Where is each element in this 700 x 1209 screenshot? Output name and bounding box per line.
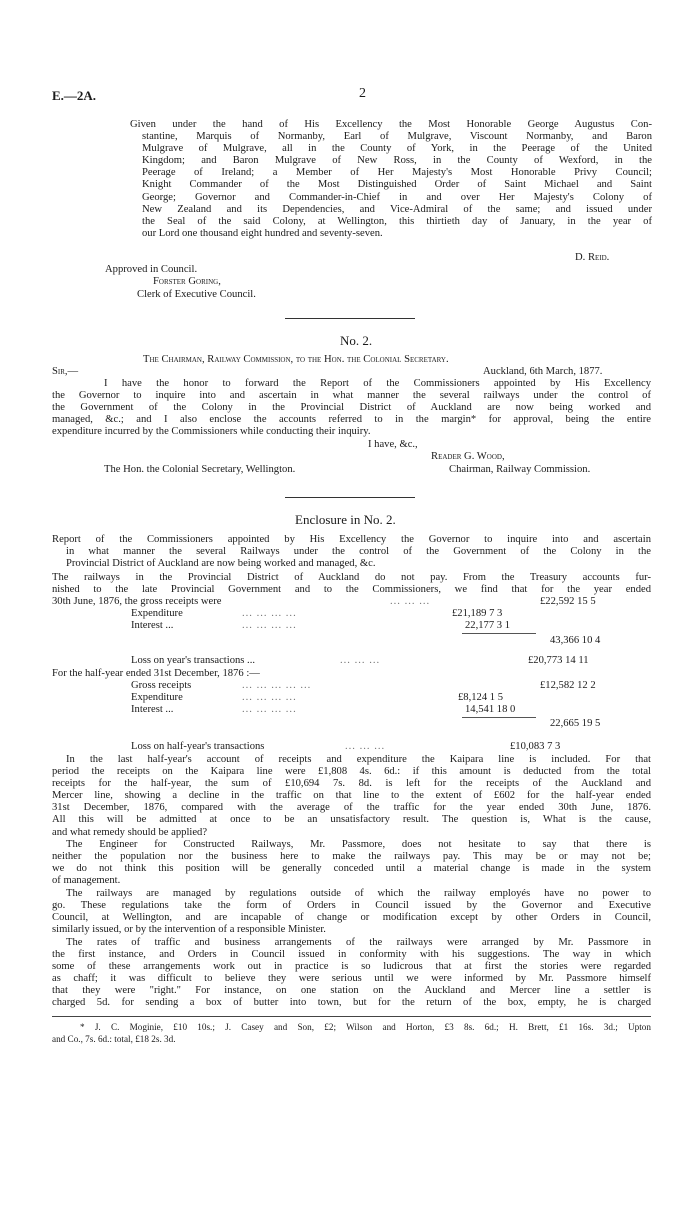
paragraph-regulations bbox=[52, 888, 651, 936]
paragraph-line: receipts for the half-year, the sum of £10,694 7s. 8d. is left for the receipts of the Auckland and bbox=[52, 778, 651, 790]
expenditure-label: Expenditure bbox=[131, 608, 183, 619]
letter-salutation: Sir,— bbox=[52, 366, 79, 377]
enclosure-intro bbox=[52, 534, 651, 570]
leader-dots: ... ... ... bbox=[340, 655, 381, 666]
proclamation-line: Mulgrave of Mulgrave, all in the County of York, in the Peerage of the United bbox=[142, 143, 652, 155]
interest-label: Interest ... bbox=[131, 704, 174, 715]
year-gross-receipts: £22,592 15 5 bbox=[540, 596, 596, 607]
letter-body-line: the Governor to inquire into and ascertain in what manner the several railways under the control of bbox=[52, 390, 651, 402]
proclamation-line: Kingdom; and Baron Mulgrave of New Ross, in the County of Wexford, in the bbox=[142, 155, 652, 167]
half-year-loss: £10,083 7 3 bbox=[510, 741, 561, 752]
paragraph-line: and what remedy should be applied? bbox=[52, 826, 208, 838]
letter-closing: I have, &c., bbox=[368, 439, 418, 450]
paragraph-line: nished to the late Provincial Government and to the Commissioners, we find that for the year ended bbox=[52, 584, 651, 596]
governor-signature: D. Reid. bbox=[575, 252, 610, 263]
document-code: E.—2A. bbox=[52, 88, 97, 103]
proclamation-line: Given under the hand of His Excellency the Most Honorable George Augustus Con- bbox=[130, 119, 652, 130]
clerk-name: Forster Goring, bbox=[153, 276, 221, 287]
letter-from-to: The Chairman, Railway Commission, to the Hon. the Colonial Secretary. bbox=[143, 354, 449, 365]
paragraph-line: The railways in the Provincial District of Auckland do not pay. From the Treasury accounts fur- bbox=[52, 572, 651, 583]
footnote-line: and Co., 7s. 6d.: total, £18 2s. 3d. bbox=[52, 1033, 176, 1044]
paragraph-line: that they were "right." For instance, on one station on the Auckland and Mercer line a settler is bbox=[52, 985, 651, 997]
enclosure-intro-line: in what manner the several Railways under the control of the Government of the Colony in the bbox=[66, 546, 651, 558]
year-loss-label: Loss on year's transactions ... bbox=[131, 655, 256, 666]
letter-addressee: The Hon. the Colonial Secretary, Wellington. bbox=[104, 464, 296, 475]
paragraph-line: The rates of traffic and business arrangements of the railways were arranged by Mr. Passmore in bbox=[66, 937, 651, 948]
expenditure-label: Expenditure bbox=[131, 692, 183, 703]
footnote bbox=[52, 1022, 651, 1045]
half-year-expenditure: £8,124 1 5 bbox=[458, 692, 504, 703]
leader-dots: ... ... ... bbox=[345, 741, 386, 752]
paragraph-line: The railways are managed by regulations outside of which the railway employés have no power to bbox=[66, 888, 651, 899]
letter-heading: No. 2. bbox=[340, 333, 373, 348]
paragraph-line: charged 5d. for sending a box of butter into town, but for the return of the box, empty, he is charged bbox=[52, 997, 651, 1009]
footnote-line: * J. C. Moginie, £10 10s.; J. Casey and Son, £2; Wilson and Horton, £3 8s. 6d.; H. Brett, £1 16s. 3d.; Upton bbox=[80, 1022, 651, 1032]
paragraph-line: period the receipts on the Kaipara line were £1,808 4s. 6d.: if this amount is deducted from the total bbox=[52, 766, 651, 778]
year-expenditure: £21,189 7 3 bbox=[452, 608, 503, 619]
paragraph-line: as chaff; it was difficult to believe they were serious until we were informed by Mr. Passmore himself bbox=[52, 973, 651, 985]
paragraph-line: similarly issued, or by the intervention of a responsible Minister. bbox=[52, 924, 326, 936]
sum-rule bbox=[462, 717, 536, 718]
letter-body-line: expenditure incurred by the Commissioners while conducting their inquiry. bbox=[52, 426, 371, 438]
year-loss: £20,773 14 11 bbox=[528, 655, 589, 666]
paragraph-line: Council, at Wellington, and are incapable of change or modification except by other Orders in Council, bbox=[52, 912, 651, 924]
enclosure-intro-line: Report of the Commissioners appointed by His Excellency the Governor to inquire into and ascertain bbox=[52, 534, 651, 545]
clerk-title: Clerk of Executive Council. bbox=[137, 289, 256, 300]
leader-dots: ... ... ... ... bbox=[242, 620, 297, 631]
proclamation-line: New Zealand and its Dependencies, and Vice-Admiral of the same; and issued under bbox=[142, 203, 652, 215]
paragraph-line: The Engineer for Constructed Railways, Mr. Passmore, does not hesitate to say that there is bbox=[66, 839, 651, 850]
half-year-subtotal: 22,665 19 5 bbox=[550, 718, 601, 729]
paragraph-line: Mercer line, showing a decline in the traffic on that line to the extent of £602 for the half-year ended bbox=[52, 790, 651, 802]
paragraph-rates-of-traffic bbox=[52, 937, 651, 1010]
paragraph-line: 31st December, 1876, compared with the average of the traffic for the year ended 30th June, 1876. bbox=[52, 802, 651, 814]
half-year-heading: For the half-year ended 31st December, 1876 :— bbox=[52, 668, 260, 679]
paragraph-line: we do not think this position will be generally conceded until a material change is made in the system bbox=[52, 863, 651, 875]
page-number: 2 bbox=[359, 86, 366, 101]
enclosure-intro-line: Provincial District of Auckland are now being worked and managed, &c. bbox=[66, 558, 376, 570]
paragraph-line: some of these arrangements work out in practice is so ludicrous that at first the stories were regarded bbox=[52, 961, 651, 973]
paragraph-line: of management. bbox=[52, 875, 121, 887]
proclamation-line: Knight Commander of the Most Distinguished Order of Saint Michael and Saint bbox=[142, 179, 652, 191]
proclamation-line: the Seal of the said Colony, at Wellington, this thirtieth day of January, in the year of bbox=[142, 215, 652, 227]
proclamation-line: stantine, Marquis of Normanby, Earl of Mulgrave, Viscount Normanby, and Baron bbox=[142, 131, 652, 143]
footnote-divider bbox=[52, 1016, 651, 1017]
proclamation-line: Peerage of Ireland; a Member of Her Majesty's Most Honorable Privy Council; bbox=[142, 167, 652, 179]
letter-place-date: Auckland, 6th March, 1877. bbox=[483, 366, 603, 377]
letter-signer-title: Chairman, Railway Commission. bbox=[449, 464, 591, 475]
proclamation-line: our Lord one thousand eight hundred and seventy-seven. bbox=[142, 227, 383, 239]
paragraph-line: 30th June, 1876, the gross receipts were bbox=[52, 596, 222, 608]
proclamation-line: George; Governor and Commander-in-Chief in and over Her Majesty's Colony of bbox=[142, 191, 652, 203]
proclamation-text bbox=[130, 119, 652, 240]
gross-receipts-label: Gross receipts bbox=[131, 680, 192, 691]
sum-rule bbox=[462, 633, 536, 634]
section-divider bbox=[285, 318, 415, 319]
section-divider bbox=[285, 497, 415, 498]
letter-signer: Reader G. Wood, bbox=[431, 451, 505, 462]
paragraph-line: In the last half-year's account of receipts and expenditure the Kaipara line is included. For that bbox=[66, 754, 651, 765]
approved-in-council: Approved in Council. bbox=[105, 264, 198, 275]
year-subtotal: 43,366 10 4 bbox=[550, 635, 601, 646]
year-interest: 22,177 3 1 bbox=[465, 620, 511, 631]
interest-label: Interest ... bbox=[131, 620, 174, 631]
paragraph-engineer bbox=[52, 839, 651, 887]
letter-body bbox=[52, 378, 651, 438]
paragraph-line: All this will be admitted at once to be an unsatisfactory result. The question is, What is the cause, bbox=[52, 814, 651, 826]
half-year-loss-label: Loss on half-year's transactions bbox=[131, 741, 265, 752]
half-year-interest: 14,541 18 0 bbox=[465, 704, 516, 715]
leader-dots: ... ... ... bbox=[390, 596, 431, 607]
paragraph-line: go. These regulations take the form of Orders in Council issued by the Governor and Executive bbox=[52, 900, 651, 912]
leader-dots: ... ... ... ... bbox=[242, 692, 297, 703]
leader-dots: ... ... ... ... bbox=[242, 704, 297, 715]
paragraph-line: the first instance, and Orders in Council issued in conformity with his suggestions. The way in which bbox=[52, 949, 651, 961]
letter-body-line: the Government of the Colony in the Provincial District of Auckland are now being worked and bbox=[52, 402, 651, 414]
letter-body-line: managed, &c.; and I also enclose the accounts referred to in the margin* for approval, being the entire bbox=[52, 414, 651, 426]
paragraph-line: neither the population nor the business here to make the railways pay. This may be or may not be; bbox=[52, 851, 651, 863]
letter-body-line: I have the honor to forward the Report of the Commissioners appointed by His Excellency bbox=[104, 378, 651, 389]
enclosure-heading: Enclosure in No. 2. bbox=[295, 512, 396, 527]
leader-dots: ... ... ... ... bbox=[242, 608, 297, 619]
half-year-gross-receipts: £12,582 12 2 bbox=[540, 680, 596, 691]
paragraph-kaipara-line bbox=[52, 754, 651, 839]
leader-dots: ... ... ... ... ... bbox=[242, 680, 312, 691]
